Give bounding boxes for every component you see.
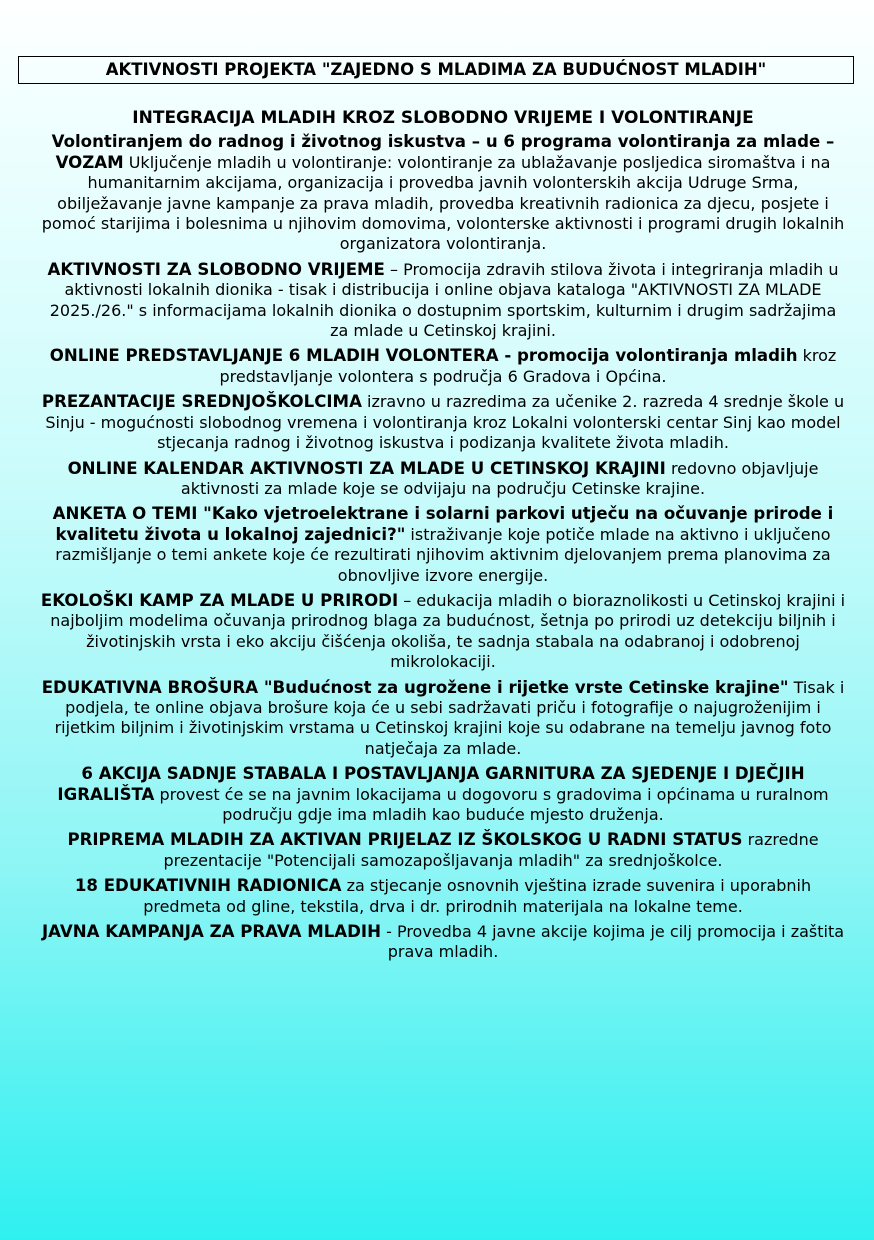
activity-item-workshops	[40, 876, 846, 917]
activity-description: – Promocija zdravih stilova života i integriranja mladih u aktivnosti lokalnih dionika - tisak i distribucija i online objava kataloga "AKTIVNOSTI ZA MLADE 2025./26." s informacijama lokalnih dionika o dostupnim sportskim, kulturnim i drugim sadržajima za mlade u Cetinskoj krajini.	[49, 259, 839, 341]
page-title: AKTIVNOSTI PROJEKTA "ZAJEDNO S MLADIMA ZA BUDUĆNOST MLADIH"	[18, 56, 854, 84]
activity-title: PRIPREMA MLADIH ZA AKTIVAN PRIJELAZ IZ ŠKOLSKOG U RADNI STATUS	[67, 830, 743, 850]
activity-item-campaign	[40, 922, 846, 963]
activity-description: kroz predstavljanje volontera s područja 6 Gradova i Općina.	[219, 346, 837, 386]
activity-description: Tisak i podjela, te online objava brošure koja će u sebi sadržavati priču i fotografije o najugroženijim i rijetkim biljnim i životinjskim vrstama u Cetinskoj krajini koje su odabrane na temelju javnog foto natječaja za mlade.	[54, 677, 845, 758]
activity-title: 18 EDUKATIVNIH RADIONICA	[74, 876, 342, 896]
activity-title: AKTIVNOSTI ZA SLOBODNO VRIJEME	[47, 259, 385, 279]
activity-description: provest će se na javnim lokacijama u dogovoru s gradovima i općinama u ruralnom području gdje ima mladih kao buduće mjesto druženja.	[154, 784, 829, 824]
activity-title: EDUKATIVNA BROŠURA "Budućnost za ugrožene i rijetke vrste Cetinske krajine"	[41, 677, 789, 697]
activity-item-survey	[40, 504, 846, 586]
activity-item-brochure	[40, 678, 846, 760]
activity-description: razredne prezentacije "Potencijali samozapošljavanja mladih" za srednjoškolce.	[163, 830, 819, 870]
section-heading: INTEGRACIJA MLADIH KROZ SLOBODNO VRIJEME I VOLONTIRANJE	[132, 108, 754, 128]
activity-title: JAVNA KAMPANJA ZA PRAVA MLADIH	[41, 922, 381, 942]
activity-item-calendar	[40, 459, 846, 500]
activity-item-vozam	[40, 132, 846, 254]
activity-title: ONLINE KALENDAR AKTIVNOSTI ZA MLADE U CETINSKOJ KRAJINI	[67, 458, 666, 478]
activity-title: ONLINE PREDSTAVLJANJE 6 MLADIH VOLONTERA - promocija volontiranja mladih	[49, 346, 798, 366]
activity-description: redovno objavljuje aktivnosti za mlade koje se odvijaju na području Cetinske krajine.	[180, 458, 819, 498]
activity-description: Uključenje mladih u volontiranje: volontiranje za ublažavanje posljedica siromaštva i na humanitarnim akcijama, organizacija i provedba javnih volonterskih akcija Udruge Srma, obilježavanje javne kampanje za prava mladih, provedba kreativnih radionica za djecu, posjete i pomoć starijima i bolesnima u njihovim domovima, volonterske aktivnosti i programi drugih lokalnih organizatora volontiranja.	[41, 152, 845, 254]
activity-item-tree-planting	[40, 764, 846, 825]
activity-item-work-transition	[40, 830, 846, 871]
activity-item-free-time	[40, 260, 846, 342]
activity-description: istraživanje koje potiče mlade na aktivno i uključeno razmišljanje o temi ankete koje će rezultirati njihovim aktivnim djelovanjem prema planovima za obnovljive izvore energije.	[55, 524, 831, 585]
activity-description: izravno u razredima za učenike 2. razreda 4 srednje škole u Sinju - mogućnosti slobodnog vremena i volontiranja kroz Lokalni volonterski centar Sinj kao model stjecanja radnog i životnog iskustva i podizanja kvalitete života mladih.	[45, 392, 845, 453]
activity-description: - Provedba 4 javne akcije kojima je cilj promocija i zaštita prava mladih.	[381, 922, 845, 962]
activity-title: EKOLOŠKI KAMP ZA MLADE U PRIRODI	[40, 590, 399, 610]
activity-description: za stjecanje osnovnih vještina izrade suvenira i uporabnih predmeta od gline, tekstila, drva i dr. prirodnih materijala na lokalne teme.	[143, 876, 812, 916]
activity-description: – edukacija mladih o bioraznolikosti u Cetinskoj krajini i najboljim modelima očuvanja prirodnog blaga za budućnost, šetnja po prirodi uz detekciju biljnih i životinjskih vrsta i eko akciju čišćenja okoliša, te sadnja stabala na odabranoj i odobrenoj mikrolokaciji.	[50, 590, 846, 672]
activities-content	[40, 108, 846, 968]
activity-item-eco-camp	[40, 591, 846, 673]
activity-title: Volontiranjem do radnog i životnog iskustva – u 6 programa volontiranja za mlade – VOZAM	[51, 132, 835, 172]
activity-title: ANKETA O TEMI "Kako vjetroelektrane i solarni parkovi utječu na očuvanje prirode i kvalitetu života u lokalnoj zajednici?"	[52, 504, 834, 544]
activity-item-online-volunteers	[40, 346, 846, 387]
activity-title: PREZANTACIJE SREDNJOŠKOLCIMA	[41, 392, 362, 412]
activity-item-presentations	[40, 392, 846, 453]
activity-title: 6 AKCIJA SADNJE STABALA I POSTAVLJANJA GARNITURA ZA SJEDENJE I DJEČJIH IGRALIŠTA	[57, 764, 805, 804]
